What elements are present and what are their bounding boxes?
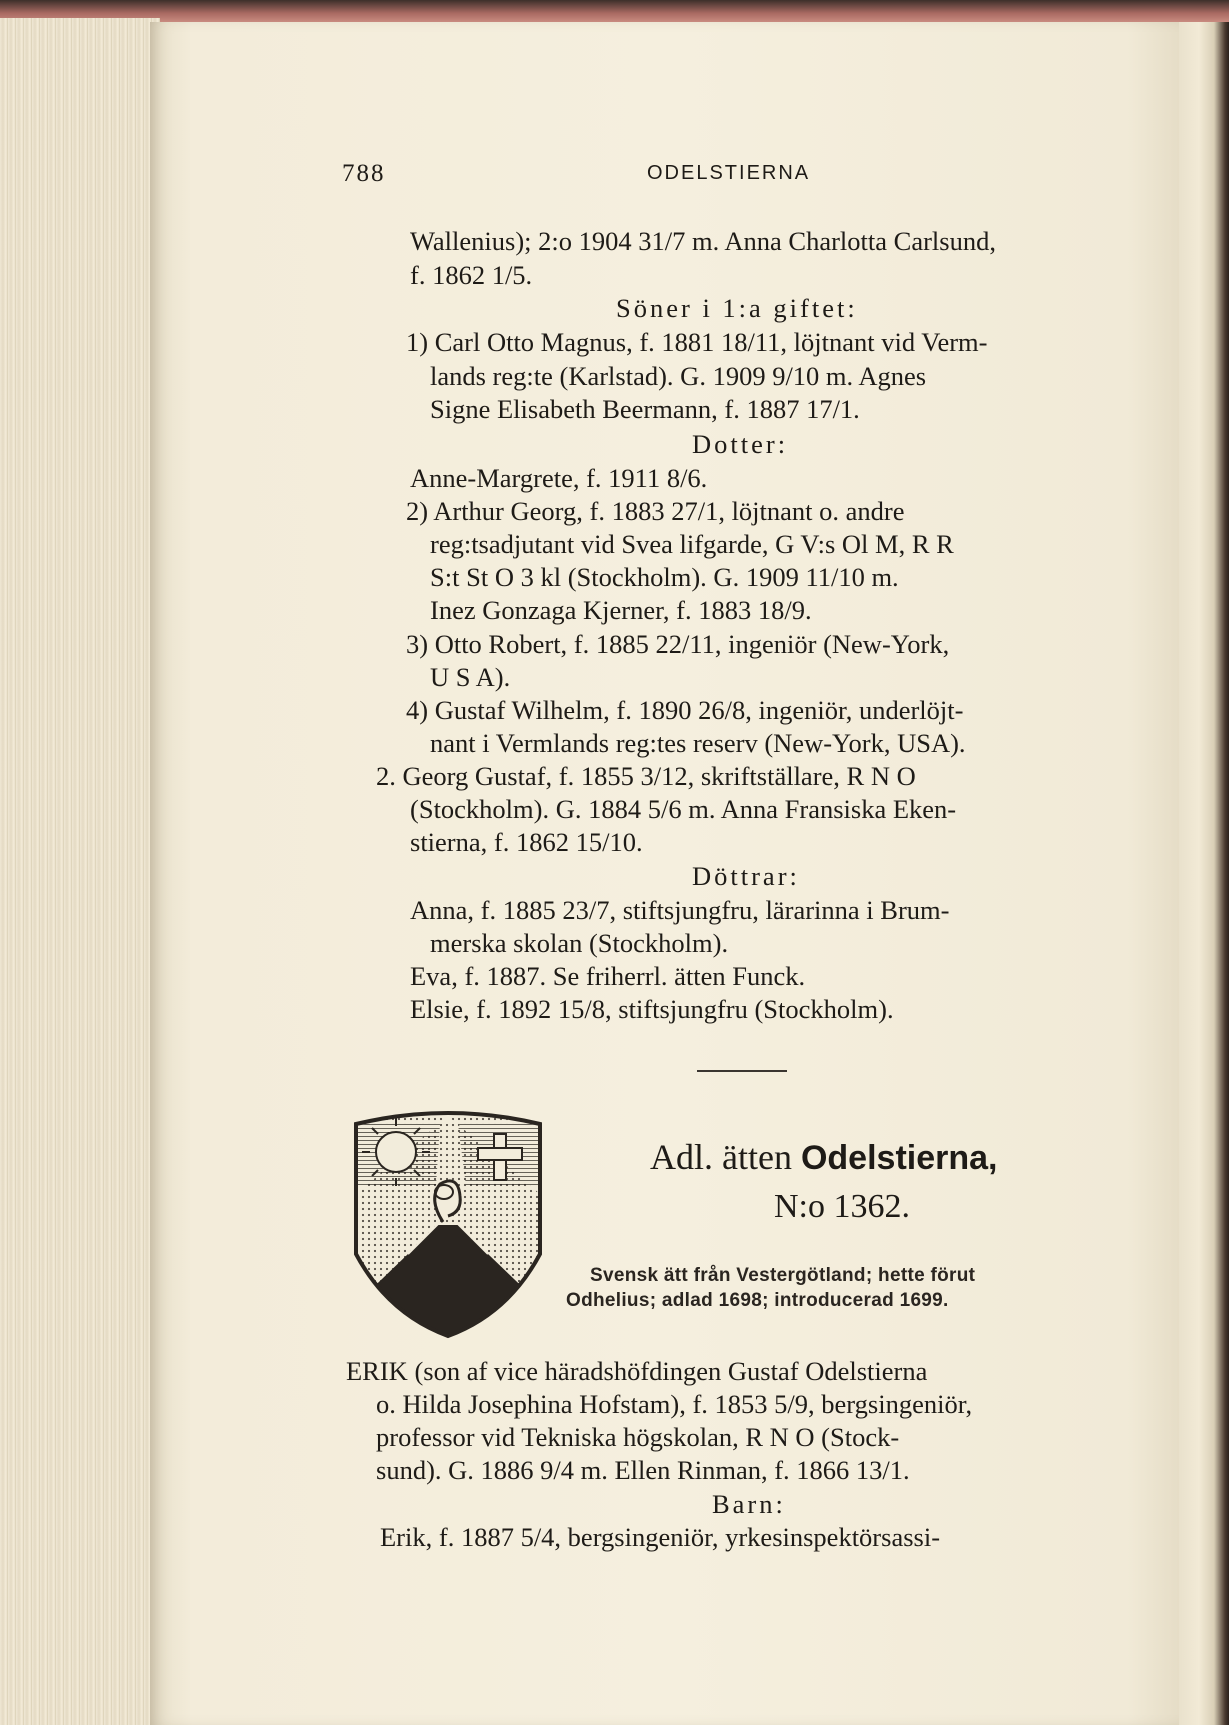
family-number: N:o 1362. xyxy=(774,1188,910,1225)
text-line: sund). G. 1886 9/4 m. Ellen Rinman, f. 1866 13/1. xyxy=(376,1455,910,1485)
text-line: f. 1862 1/5. xyxy=(410,260,533,290)
family-description: Svensk ätt från Vestergötland; hette förut xyxy=(590,1265,976,1286)
section-heading: Söner i 1:a giftet: xyxy=(616,293,858,323)
text-line: U S A). xyxy=(430,662,511,692)
text-line: 4) Gustaf Wilhelm, f. 1890 26/8, ingeniör, underlöjt- xyxy=(406,695,964,725)
text-line: professor vid Tekniska högskolan, R N O (Stock- xyxy=(376,1422,900,1452)
text-line: (Stockholm). G. 1884 5/6 m. Anna Fransiska Eken- xyxy=(410,794,957,824)
text-line: 1) Carl Otto Magnus, f. 1881 18/11, löjtnant vid Verm- xyxy=(406,327,988,357)
page-stack-left xyxy=(0,18,160,1725)
text-line: 2. Georg Gustaf, f. 1855 3/12, skriftställare, R N O xyxy=(376,761,916,791)
text-line: ERIK (son af vice häradshöfdingen Gustaf Odelstierna xyxy=(346,1356,928,1386)
text-line: stierna, f. 1862 15/10. xyxy=(410,827,643,857)
text-line: 2) Arthur Georg, f. 1883 27/1, löjtnant o. andre xyxy=(406,496,905,526)
text-line: Eva, f. 1887. Se friherrl. ätten Funck. xyxy=(410,961,806,991)
text-line: 3) Otto Robert, f. 1885 22/11, ingeniör (New-York, xyxy=(406,629,950,659)
text-line: Erik, f. 1887 5/4, bergsingeniör, yrkesinspektörsassi- xyxy=(380,1522,941,1552)
text-line: Signe Elisabeth Beermann, f. 1887 17/1. xyxy=(430,394,860,424)
text-line: Anna, f. 1885 23/7, stiftsjungfru, lärarinna i Brum- xyxy=(410,895,950,925)
text-line: reg:tsadjutant vid Svea lifgarde, G V:s Ol M, R R xyxy=(430,529,954,559)
book-top-edge xyxy=(0,0,1229,22)
coat-of-arms-image xyxy=(348,1104,548,1342)
text-line: merska skolan (Stockholm). xyxy=(430,928,729,958)
page-number: 788 xyxy=(342,160,386,187)
text-line: Elsie, f. 1892 15/8, stiftsjungfru (Stockholm). xyxy=(410,994,894,1024)
section-divider xyxy=(697,1070,787,1072)
text-line: lands reg:te (Karlstad). G. 1909 9/10 m. Agnes xyxy=(430,361,927,391)
text-line: o. Hilda Josephina Hofstam), f. 1853 5/9, bergsingeniör, xyxy=(376,1389,973,1419)
family-title-prefix: Adl. ätten xyxy=(650,1137,792,1177)
page-stack-right xyxy=(1179,22,1229,1725)
text-line: Wallenius); 2:o 1904 31/7 m. Anna Charlotta Carlsund, xyxy=(410,226,996,256)
text-line: Inez Gonzaga Kjerner, f. 1883 18/9. xyxy=(430,595,812,625)
running-title: ODELSTIERNA xyxy=(647,162,811,184)
family-name: Odelstierna, xyxy=(800,1139,998,1177)
section-heading: Barn: xyxy=(712,1489,786,1519)
section-heading: Dotter: xyxy=(692,429,789,459)
text-line: Anne-Margrete, f. 1911 8/6. xyxy=(410,463,708,493)
text-line: S:t St O 3 kl (Stockholm). G. 1909 11/10 m. xyxy=(430,562,899,592)
section-heading: Döttrar: xyxy=(692,861,800,891)
text-line: nant i Vermlands reg:tes reserv (New-York, USA). xyxy=(430,728,966,758)
family-description: Odhelius; adlad 1698; introducerad 1699. xyxy=(566,1290,949,1311)
family-title xyxy=(650,1136,997,1178)
